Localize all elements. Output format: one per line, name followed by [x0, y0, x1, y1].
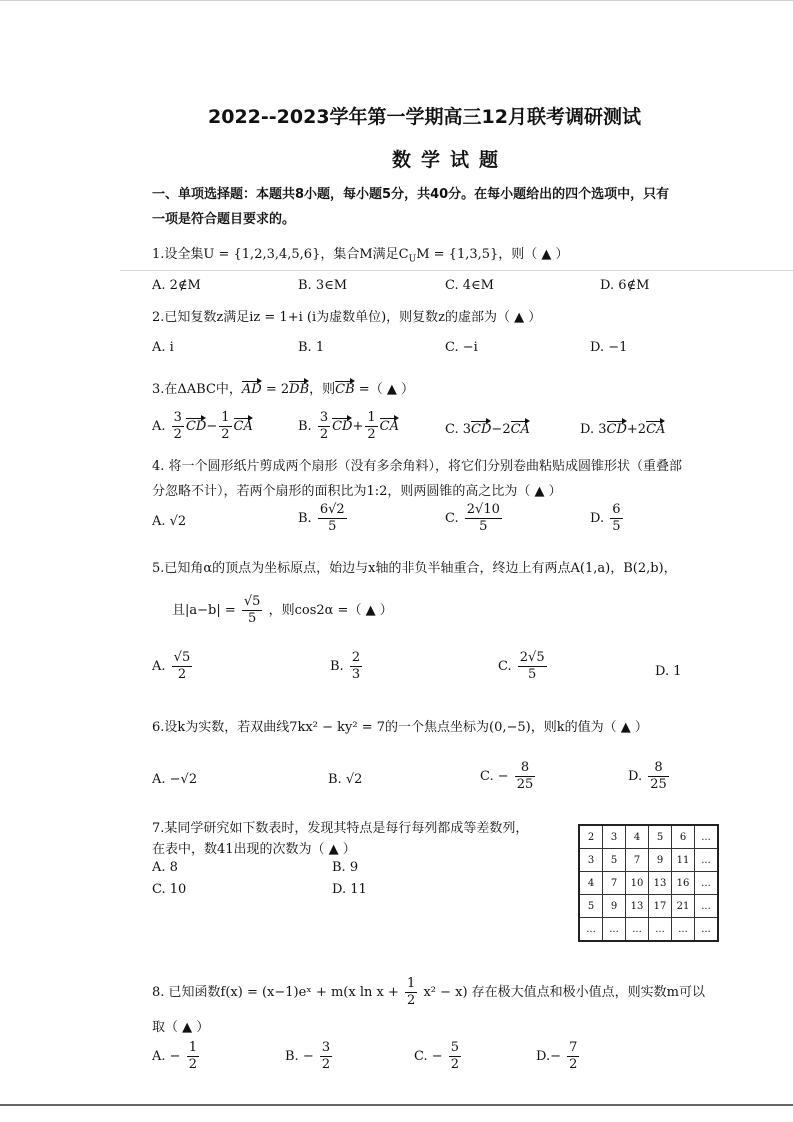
q5-option-b [330, 650, 364, 683]
fraction [405, 976, 417, 1009]
numerator: √5 [173, 650, 191, 665]
vector-cb: CB [335, 382, 355, 397]
question-1 [152, 243, 569, 265]
fraction [350, 650, 362, 683]
table-row [579, 825, 718, 849]
numerator: 7 [569, 1040, 578, 1055]
coefficient: 2 [502, 422, 511, 437]
q3-option-b-label: B. [298, 419, 312, 434]
table-cell: 6 [672, 825, 695, 849]
q5-option-c-label: C. [498, 659, 512, 674]
table-cell: 13 [649, 872, 672, 895]
vector-ca: CA [646, 422, 666, 437]
q6-option-b: B. √2 [328, 772, 363, 787]
numerator: 1 [407, 976, 416, 991]
denominator: 2 [319, 427, 329, 442]
numerator: √5 [243, 594, 261, 609]
q2-option-a: A. i [152, 340, 174, 355]
fraction [320, 1040, 332, 1073]
q7-option-a: A. 8 [152, 860, 178, 875]
question-8-line1 [152, 976, 705, 1009]
q3-prefix: 3.在ΔABC中， [152, 382, 242, 397]
fraction [515, 760, 536, 793]
denominator: 5 [328, 519, 337, 534]
q3-eq: = 2 [261, 382, 290, 397]
table-cell: 17 [649, 895, 672, 918]
q3-option-a [152, 410, 253, 443]
operator: − [491, 422, 503, 437]
table-cell: ... [579, 918, 603, 942]
table-row [579, 895, 718, 918]
q4-option-a: A. √2 [152, 514, 187, 529]
numerator: 2√5 [519, 650, 545, 665]
question-4-line2: 分忽略不计），若两个扇形的面积比为1:2，则两圆锥的高之比为（ ▲ ） [152, 484, 562, 499]
operator: + [626, 422, 638, 437]
page-top-border [0, 0, 793, 1]
question-7-line1: 7.某同学研究如下数表时，发现其特点是每行每列都成等差数列， [152, 821, 529, 836]
denominator: 2 [321, 1057, 331, 1072]
denominator: 2 [173, 427, 182, 442]
coefficient: 2 [637, 422, 647, 437]
vector-cd: CD [332, 419, 353, 434]
vector-ca: CA [379, 419, 400, 434]
section-heading-line2: 一项是符合题目要求的。 [152, 212, 296, 227]
question-2: 2.已知复数z满足iz = 1+i (i为虚数单位)，则复数z的虚部为（ ▲ ） [152, 310, 542, 325]
q8-option-a [152, 1040, 201, 1073]
table-cell: ... [672, 918, 695, 942]
table-cell: 9 [649, 849, 672, 872]
denominator: 2 [569, 1057, 578, 1072]
q6-option-a: A. −√2 [152, 772, 198, 787]
denominator: 2 [221, 427, 230, 442]
q2-option-d: D. −1 [590, 340, 628, 355]
table-cell: 10 [626, 872, 649, 895]
q6-option-c [480, 760, 537, 793]
q6-option-d-label: D. [628, 769, 643, 784]
denominator: 2 [407, 993, 416, 1008]
question-8-line2: 取（ ▲ ） [152, 1020, 210, 1035]
numerator: 2 [351, 650, 361, 665]
fraction [610, 502, 622, 535]
numerator: 3 [321, 1040, 331, 1055]
table-cell: 2 [579, 825, 603, 849]
table-cell: 3 [579, 849, 603, 872]
question-4-line1: 4. 将一个圆形纸片剪成两个扇形（没有多余角料），将它们分别卷曲粘贴成圆锥形状（重叠部 [152, 459, 683, 474]
q3-option-d-label: D. [580, 422, 595, 437]
vector-ad: AD [241, 382, 262, 397]
table-cell: 5 [649, 825, 672, 849]
fraction [518, 650, 547, 683]
fraction [648, 760, 669, 793]
denominator: 25 [516, 777, 534, 792]
denominator: 2 [450, 1057, 460, 1072]
table-cell: 13 [626, 895, 649, 918]
table-cell: ... [695, 849, 719, 872]
numerator: 1 [221, 410, 230, 425]
q8-suffix: x² − x) 存在极大值点和极小值点，则实数m可以 [423, 985, 706, 1000]
table-cell: ... [695, 895, 719, 918]
q7-option-d: D. 11 [332, 882, 367, 897]
numerator: 3 [173, 410, 182, 425]
operator: + [352, 419, 364, 434]
operator: − [206, 419, 218, 434]
q5-line2-suffix: ，则cos2α =（ ▲ ） [268, 603, 393, 618]
q8-option-b [285, 1040, 334, 1073]
q4-option-d-label: D. [590, 511, 605, 526]
vector-ca: CA [233, 419, 253, 434]
q3-option-c [445, 422, 530, 437]
fraction [187, 1040, 199, 1073]
denominator: 2 [177, 667, 187, 682]
fraction [242, 594, 263, 627]
question-5-line1: 5.已知角α的顶点为坐标原点，始边与x轴的非负半轴重合，终边上有两点A(1,a)，B(2,b)， [152, 561, 677, 576]
denominator: 2 [188, 1057, 197, 1072]
vector-ca: CA [510, 422, 530, 437]
q5-option-d: D. 1 [655, 664, 682, 679]
numerator: 2√10 [466, 502, 500, 517]
q1-option-c: C. 4∈M [445, 278, 494, 293]
q4-option-d [590, 502, 625, 535]
table-cell: ... [695, 918, 719, 942]
q5-option-b-label: B. [330, 659, 344, 674]
denominator: 5 [248, 611, 257, 626]
fraction [567, 1040, 579, 1073]
question-1-text: 1.设全集U = {1,2,3,4,5,6}，集合M满足C [152, 247, 409, 262]
numerator: 5 [450, 1040, 460, 1055]
table-cell: 7 [626, 849, 649, 872]
table-cell: 5 [603, 849, 626, 872]
table-row [579, 872, 718, 895]
fraction [172, 650, 193, 683]
question-1-text2: M = {1,3,5}，则（ ▲ ） [416, 247, 569, 262]
table-cell: 7 [603, 872, 626, 895]
table-cell: 4 [626, 825, 649, 849]
table-cell: 11 [672, 849, 695, 872]
question-7-line2: 在表中，数41出现的次数为（ ▲ ） [152, 842, 356, 857]
numerator: 8 [648, 760, 669, 777]
q3-option-b [298, 410, 399, 443]
q3-option-a-label: A. [152, 419, 166, 434]
section-heading-line1: 一、单项选择题：本题共8小题，每小题5分，共40分。在每小题给出的四个选项中，只有 [152, 187, 670, 202]
table-cell: 21 [672, 895, 695, 918]
q5-option-a [152, 650, 194, 683]
fraction [465, 502, 502, 535]
q8-option-a-label: A. − [152, 1049, 181, 1064]
q8-option-d [536, 1040, 581, 1073]
table-cell: ... [649, 918, 672, 942]
q4-option-c [445, 502, 504, 535]
denominator: 2 [367, 427, 376, 442]
question-1-subscript: U [408, 254, 417, 265]
table-cell: ... [603, 918, 626, 942]
q8-option-c-label: C. − [414, 1049, 443, 1064]
fraction [318, 410, 330, 443]
q8-option-d-label: D.− [536, 1049, 561, 1064]
numerator: 6 [612, 502, 621, 517]
q5-option-a-label: A. [152, 659, 166, 674]
q3-suffix: =（ ▲ ） [354, 382, 414, 397]
question-5-line2 [172, 594, 393, 627]
number-table [578, 824, 719, 942]
q6-option-c-label: C. − [480, 769, 509, 784]
q4-option-b-label: B. [298, 511, 312, 526]
denominator: 3 [351, 667, 361, 682]
table-cell: ... [626, 918, 649, 942]
scan-line [120, 270, 793, 271]
table-cell: 4 [579, 872, 603, 895]
q8-prefix: 8. 已知函数f(x) = (x−1)eˣ + m(x ln x + [152, 985, 399, 1000]
numerator: 1 [367, 410, 376, 425]
table-row [579, 918, 718, 942]
table-cell: ... [695, 872, 719, 895]
denominator: 5 [528, 667, 537, 682]
q1-option-b: B. 3∈M [298, 278, 348, 293]
q2-option-b: B. 1 [298, 340, 325, 355]
vector-cd: CD [471, 422, 492, 437]
q1-option-d: D. 6∉M [600, 278, 650, 293]
denominator: 5 [479, 519, 488, 534]
numerator: 3 [319, 410, 329, 425]
q4-option-c-label: C. [445, 511, 459, 526]
exam-subtitle: 数学试题 [392, 149, 509, 171]
numerator: 1 [188, 1040, 197, 1055]
denominator: 5 [612, 519, 621, 534]
q3-mid: ，则 [309, 382, 336, 397]
q3-option-c-label: C. [445, 422, 459, 437]
q4-option-b [298, 502, 349, 535]
fraction [365, 410, 377, 443]
q7-option-c: C. 10 [152, 882, 187, 897]
numerator: 8 [515, 760, 536, 777]
fraction [219, 410, 231, 443]
table-cell: 3 [603, 825, 626, 849]
table-cell: 9 [603, 895, 626, 918]
q5-option-c [498, 650, 549, 683]
table-cell: ... [695, 825, 719, 849]
q1-option-a: A. 2∉M [152, 278, 201, 293]
vector-cd: CD [606, 422, 627, 437]
q3-option-d [580, 422, 665, 437]
question-6: 6.设k为实数，若双曲线7kx² − ky² = 7的一个焦点坐标为(0,−5)，则k的值为（ ▲ ） [152, 720, 648, 735]
vector-db: DB [289, 382, 310, 397]
q7-option-b: B. 9 [332, 860, 359, 875]
q8-option-c [414, 1040, 463, 1073]
fraction [172, 410, 184, 443]
fraction [318, 502, 347, 535]
question-3 [152, 378, 414, 397]
table-cell: 5 [579, 895, 603, 918]
coefficient: 3 [462, 422, 472, 437]
vector-cd: CD [185, 419, 207, 434]
table-row [579, 849, 718, 872]
denominator: 25 [650, 777, 667, 792]
exam-title: 2022--2023学年第一学期高三12月联考调研测试 [208, 106, 641, 128]
q6-option-d [628, 760, 671, 793]
q5-line2-prefix: 且|a−b| = [172, 603, 236, 618]
numerator: 6√2 [319, 502, 345, 517]
q8-option-b-label: B. − [285, 1049, 314, 1064]
coefficient: 3 [598, 422, 607, 437]
q2-option-c: C. −i [445, 340, 478, 355]
fraction [449, 1040, 461, 1073]
table-cell: 16 [672, 872, 695, 895]
page-bottom-border [0, 1104, 793, 1106]
